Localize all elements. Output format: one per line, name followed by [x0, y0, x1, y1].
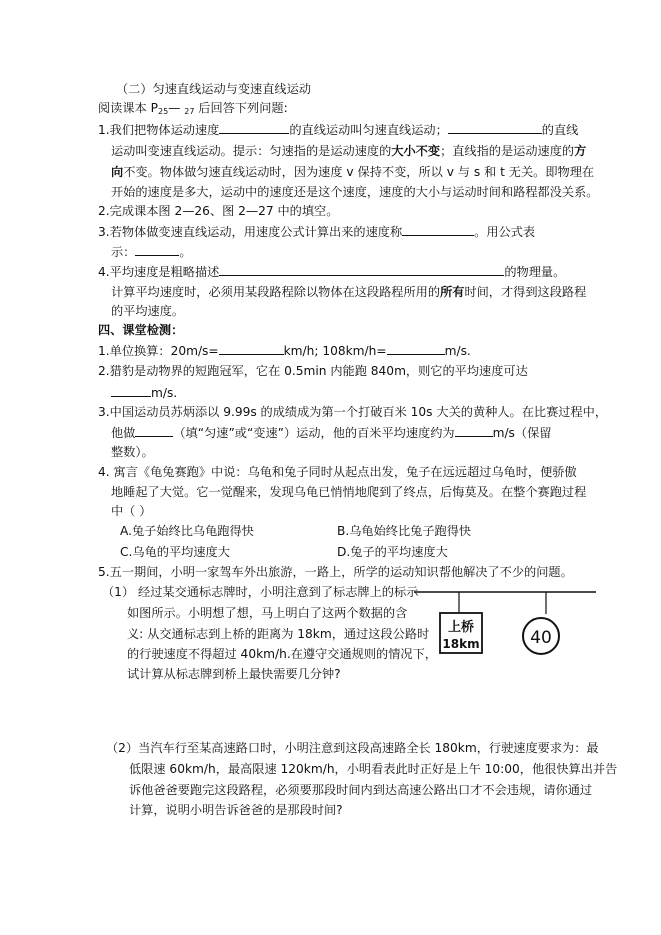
test-question-1: 1.单位换算：20m/s= km/h; 108km/h= m/s.: [98, 344, 471, 358]
option-d[interactable]: D.兔子的平均速度大: [337, 545, 448, 559]
test-question-3-line-2: 他做 （填“匀速”或“变速”）运动，他的百米平均速度约为 m/s（保留: [111, 426, 552, 440]
option-c[interactable]: C.乌龟的平均速度大: [120, 545, 230, 559]
sign-text-bridge: 上桥: [447, 620, 475, 635]
speed-limit-value: 40: [530, 628, 552, 648]
q5-part-2-line-3: 诉他爸爸要跑完这段路程，必须要那段时间内到达高速公路出口才不会违规，请你通过: [129, 783, 593, 797]
test-question-4-line-3: 中（ ）: [111, 504, 152, 518]
blank[interactable]: [135, 243, 179, 256]
q5-part-1-line-5: 试计算从标志牌到桥上最快需要几分钟?: [127, 667, 341, 681]
q5-part-2-line-1: （2）当汽车行至某高速路口时，小明注意到这段高速路全长 180km，行驶速度要求为：最: [106, 741, 599, 755]
option-b[interactable]: B.乌龟始终比兔子跑得快: [337, 524, 472, 538]
blank[interactable]: [455, 424, 493, 437]
blank[interactable]: [402, 223, 474, 236]
sign-text-distance: 18km: [442, 637, 480, 651]
test-question-3-line-1: 3.中国运动员苏炳添以 9.99s 的成绩成为第一个打破百米 10s 大关的黄种人。在比赛过程中，: [98, 405, 608, 419]
reading-instruction: 阅读课本 $P_{25}—$ $_{27}$ 后回答下列问题:: [98, 101, 288, 116]
blank[interactable]: [448, 121, 542, 134]
blank[interactable]: [219, 342, 284, 355]
question-4-line-2: 计算平均速度时，必须用某段路程除以物体在这段路程所用的所有时间，才得到这段路程: [111, 285, 587, 299]
test-question-5-intro: 5.五一期间，小明一家驾车外出旅游，一路上，所学的运动知识帮他解决了不少的问题。: [98, 565, 573, 579]
q5-part-1-line-2: 如图所示。小明想了想，马上明白了这两个数据的含: [127, 606, 408, 620]
section-title: 四、课堂检测：: [98, 323, 184, 337]
question-1-line-4: 开始的速度是多大，运动中的速度还是这个速度，速度的大小与运动时间和路程都没关系。: [111, 185, 599, 199]
blank[interactable]: [219, 263, 504, 276]
blank[interactable]: [387, 342, 445, 355]
q5-part-1-line-1: （1） 经过某交通标志牌时，小明注意到了标志牌上的标示: [102, 585, 419, 599]
traffic-sign-figure: [412, 588, 598, 666]
q5-part-2-line-2: 低限速 60km/h，最高限速 120km/h，小明看表此时正好是上午 10:00，他很快算出并告: [129, 762, 618, 776]
q5-part-1-line-4: 的行驶速度不得超过 40km/h.在遵守交通规则的情况下，: [127, 647, 437, 661]
question-2: 2.完成课本图 2—26、图 2—27 中的填空。: [98, 204, 339, 218]
test-question-4-line-1: 4. 寓言《龟兔赛跑》中说：乌龟和兔子同时从起点出发，兔子在远远超过乌龟时，便骄傲: [98, 465, 577, 479]
question-1-line-2: 运动叫变速直线运动。提示：匀速指的是运动速度的大小不变；直线指的是运动速度的方: [111, 144, 587, 158]
q5-part-2-line-4: 计算，说明小明告诉爸爸的是那段时间?: [129, 803, 343, 817]
question-3-line-1: 3.若物体做变速直线运动，用速度公式计算出来的速度称 。用公式表: [98, 225, 536, 239]
blank[interactable]: [219, 121, 289, 134]
question-4-line-1: 4.平均速度是粗略描述 的物理量。: [98, 265, 566, 279]
q5-part-1-line-3: 义: 从交通标志到上桥的距离为 18km，通过这段公路时: [127, 627, 430, 641]
blank[interactable]: [135, 424, 173, 437]
test-question-3-line-3: 整数）。: [111, 445, 154, 459]
test-question-2-line-2: m/s.: [111, 384, 177, 401]
option-a[interactable]: A.兔子始终比乌龟跑得快: [120, 524, 254, 538]
question-1-line-1: 1.我们把物体运动速度 的直线运动叫匀速直线运动； 的直线: [98, 123, 579, 137]
test-question-4-line-2: 地睡起了大觉。它一觉醒来，发现乌龟已悄悄地爬到了终点，后悔莫及。在整个赛跑过程: [111, 485, 587, 499]
blank[interactable]: [111, 384, 151, 397]
question-1-line-3: 向不变。物体做匀速直线运动时，因为速度 v 保持不变，所以 v 与 s 和 t 无关。即物理在: [111, 165, 595, 179]
question-4-line-3: 的平均速度。: [111, 304, 185, 318]
test-question-2-line-1: 2.猎豹是动物界的短跑冠军，它在 0.5min 内能跑 840m，则它的平均速度可达: [98, 364, 528, 378]
question-3-line-2: 示： 。: [111, 245, 192, 259]
section-title: （二）匀速直线运动与变速直线运动: [116, 82, 311, 96]
